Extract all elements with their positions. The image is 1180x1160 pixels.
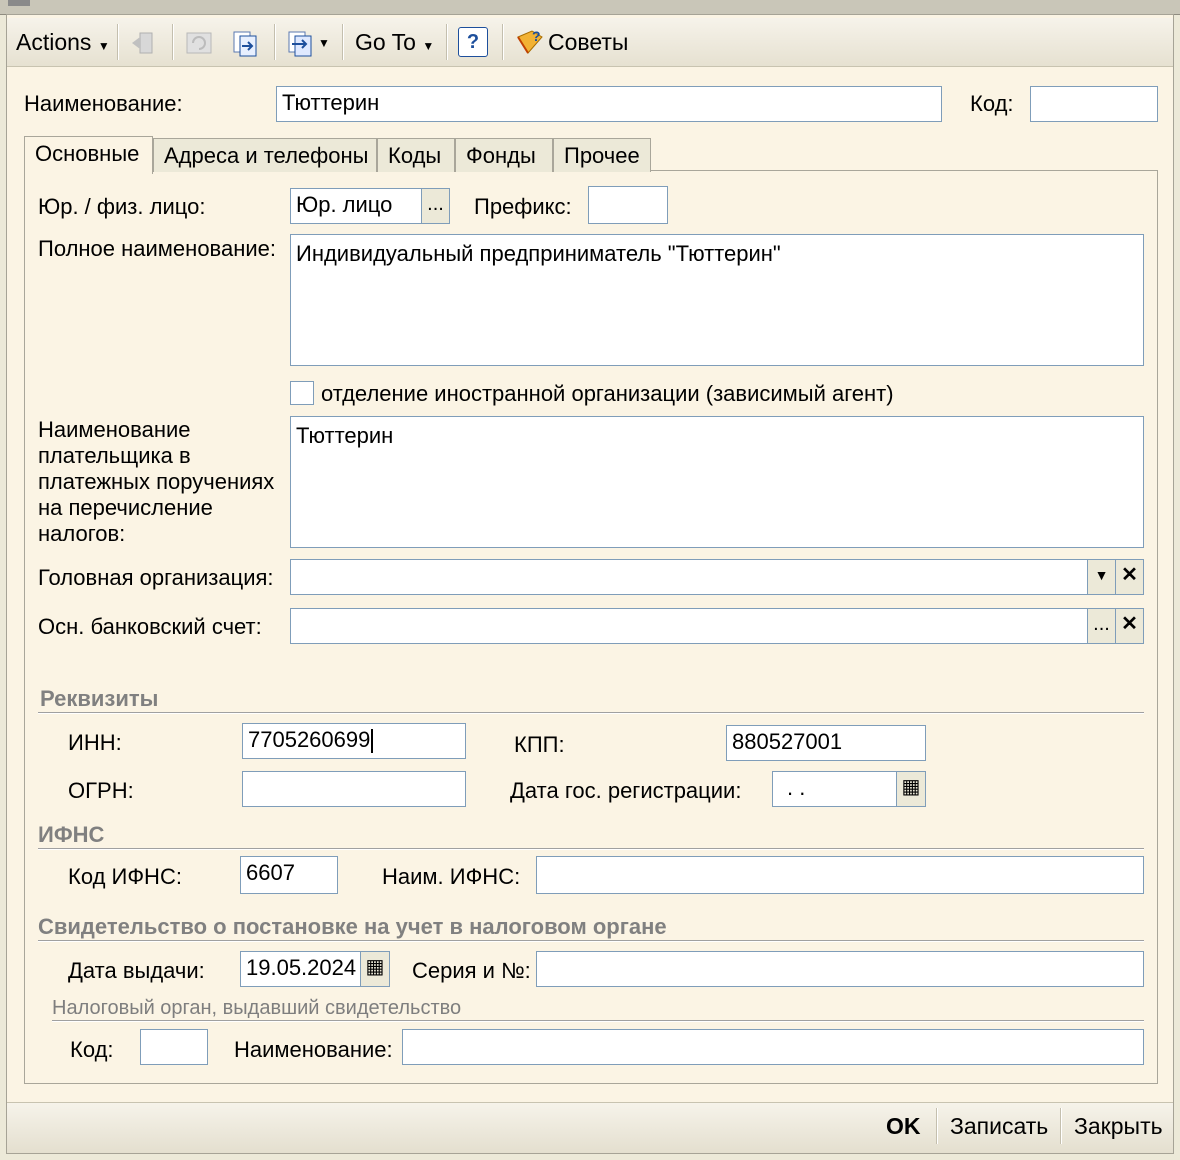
requisites-title: Реквизиты: [40, 686, 159, 711]
name-input[interactable]: Тюттерин: [276, 86, 942, 122]
foreign-branch-checkbox[interactable]: [290, 381, 314, 405]
issuer-name-input[interactable]: [402, 1029, 1144, 1065]
tips-book-icon: [514, 27, 546, 57]
name-label: Наименование:: [24, 91, 183, 116]
tab-main[interactable]: Основные: [24, 136, 153, 174]
inn-input[interactable]: [242, 723, 466, 759]
kpp-input[interactable]: 880527001: [726, 725, 926, 761]
ifns-code-input[interactable]: 6607: [240, 856, 338, 894]
head-org-label: Головная организация:: [38, 565, 274, 590]
toolbar-separator: [446, 24, 448, 60]
footer-separator: [1060, 1108, 1062, 1144]
toolbar-separator: [117, 24, 119, 60]
exchange-icon[interactable]: [286, 28, 316, 58]
issuer-title: Налоговый орган, выдавший свидетельство: [52, 997, 462, 1019]
ifns-divider: [38, 848, 1144, 850]
tab-addresses[interactable]: Адреса и телефоны: [153, 138, 377, 172]
series-input[interactable]: [536, 951, 1144, 987]
head-org-input[interactable]: [290, 559, 1088, 595]
bank-account-select-button[interactable]: ...: [1087, 608, 1116, 644]
text-cursor: [371, 729, 373, 753]
footer-separator: [936, 1108, 938, 1144]
foreign-branch-label: отделение иностранной организации (зависимый агент): [321, 381, 894, 406]
issue-date-label: Дата выдачи:: [68, 958, 205, 983]
tab-codes[interactable]: Коды: [377, 138, 455, 172]
window-titlebar: [0, 0, 1180, 15]
chevron-down-icon[interactable]: ▼: [318, 36, 330, 50]
window-icon: [8, 0, 30, 6]
head-org-clear-icon[interactable]: ✕: [1115, 559, 1144, 595]
close-button[interactable]: Закрыть: [1074, 1113, 1163, 1139]
toolbar-separator: [342, 24, 344, 60]
inn-value: 7705260699: [248, 727, 371, 752]
refresh-icon[interactable]: [184, 28, 214, 58]
chevron-down-icon: ▼: [97, 39, 110, 53]
code-input[interactable]: [1030, 86, 1158, 122]
prefix-label: Префикс:: [474, 194, 572, 219]
series-label: Серия и №:: [412, 958, 531, 983]
toolbar-separator: [172, 24, 174, 60]
svg-text:?: ?: [532, 28, 541, 44]
entity-type-label: Юр. / физ. лицо:: [38, 194, 206, 219]
issuer-code-label: Код:: [70, 1037, 114, 1062]
help-icon[interactable]: ?: [458, 27, 488, 57]
reg-date-label: Дата гос. регистрации:: [510, 778, 742, 803]
chevron-down-icon: ▼: [422, 39, 435, 53]
goto-label: Go To: [355, 29, 416, 55]
code-label: Код:: [970, 91, 1014, 116]
certificate-divider: [38, 940, 1144, 942]
ogrn-label: ОГРН:: [68, 778, 134, 803]
inn-label: ИНН:: [68, 730, 122, 755]
payer-name-textarea[interactable]: Тюттерин: [290, 416, 1144, 548]
goto-menu[interactable]: [355, 18, 434, 66]
issue-date-input[interactable]: 19.05.2024: [240, 951, 362, 987]
copy-document-icon[interactable]: [230, 28, 260, 58]
move-left-icon[interactable]: [130, 28, 160, 58]
tips-label: Советы: [548, 29, 629, 55]
ifns-name-input[interactable]: [536, 856, 1144, 894]
ogrn-input[interactable]: [242, 771, 466, 807]
payer-name-label: Наименование плательщика в платежных поручениях на перечисление налогов:: [38, 417, 275, 546]
actions-menu[interactable]: [16, 18, 110, 66]
ifns-title: ИФНС: [38, 822, 105, 847]
full-name-label: Полное наименование:: [38, 236, 277, 261]
ifns-code-label: Код ИФНС:: [68, 864, 182, 889]
bank-account-input[interactable]: [290, 608, 1088, 644]
issuer-code-input[interactable]: [140, 1029, 208, 1065]
ifns-name-label: Наим. ИФНС:: [382, 864, 521, 889]
calendar-icon[interactable]: ▦: [360, 951, 390, 987]
prefix-input[interactable]: [588, 186, 668, 224]
entity-type-input[interactable]: Юр. лицо: [290, 188, 422, 224]
issuer-name-label: Наименование:: [234, 1037, 393, 1062]
calendar-icon[interactable]: ▦: [896, 771, 926, 807]
reg-date-input[interactable]: . .: [772, 771, 898, 807]
entity-type-select-button[interactable]: ...: [421, 188, 450, 224]
toolbar-separator: [274, 24, 276, 60]
issuer-divider: [52, 1020, 1144, 1022]
kpp-label: КПП:: [514, 732, 565, 757]
save-button[interactable]: Записать: [950, 1113, 1049, 1139]
head-org-dropdown-icon[interactable]: ▼: [1087, 559, 1116, 595]
tab-other[interactable]: Прочее: [553, 138, 651, 172]
bank-account-label: Осн. банковский счет:: [38, 614, 262, 639]
certificate-title: Свидетельство о постановке на учет в налоговом органе: [38, 914, 667, 939]
toolbar-separator: [502, 24, 504, 60]
tab-funds[interactable]: Фонды: [455, 138, 553, 172]
bank-account-clear-icon[interactable]: ✕: [1115, 608, 1144, 644]
ok-button[interactable]: OK: [886, 1113, 921, 1139]
requisites-divider: [38, 712, 1144, 714]
actions-label: Actions: [16, 29, 92, 55]
full-name-textarea[interactable]: Индивидуальный предприниматель "Тюттерин": [290, 234, 1144, 366]
